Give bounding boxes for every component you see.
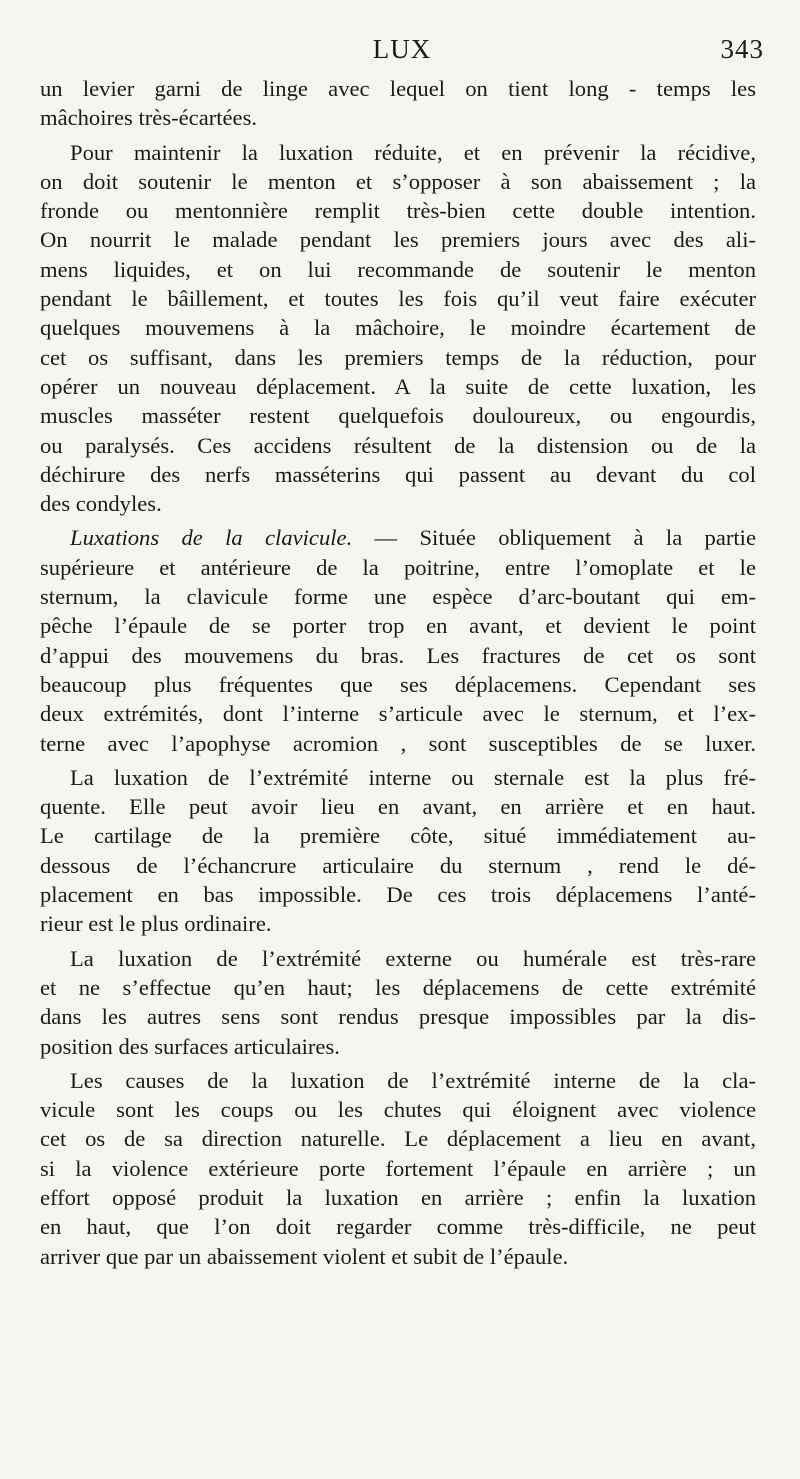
line-text: mens liquides, et on lui recommande de soutenir le menton <box>40 256 756 282</box>
text-line <box>40 611 756 640</box>
text-line <box>40 1124 756 1153</box>
line-text: en haut, que l’on doit regarder comme très-difficile, ne peut <box>40 1214 756 1240</box>
line-text: pêche l’épaule de se porter trop en avant, et devient le point <box>40 613 756 639</box>
line-text: fronde ou mentonnière remplit très-bien cette double intention. <box>40 198 756 224</box>
text-line <box>40 641 756 670</box>
line-text: rieur est le plus ordinaire. <box>40 911 272 937</box>
line-text: on doit soutenir le menton et s’opposer à son abaissement ; la <box>40 168 756 194</box>
text-line <box>40 1212 756 1241</box>
line-text: Pour maintenir la luxation réduite, et en prévenir la récidive, <box>70 139 756 165</box>
text-line <box>40 196 756 225</box>
line-text: La luxation de l’extrémité interne ou sternale est la plus fré- <box>70 764 756 790</box>
text-line <box>40 138 756 167</box>
line-text: arriver que par un abaissement violent et subit de l’épaule. <box>40 1243 569 1269</box>
text-line <box>40 523 756 552</box>
text-line <box>40 851 756 880</box>
text-line <box>40 1066 756 1095</box>
line-text: cet os suffisant, dans les premiers temps de la réduction, pour <box>40 344 756 370</box>
line-text: Les causes de la luxation de l’extrémité interne de la cla- <box>70 1067 756 1093</box>
section-heading: Luxations de la clavicule. <box>70 525 353 551</box>
line-text: sternum, la clavicule forme une espèce d’arc-boutant qui em- <box>40 584 756 610</box>
line-text: effort opposé produit la luxation en arrière ; enfin la luxation <box>40 1184 756 1210</box>
text-line <box>40 1183 756 1212</box>
text-line <box>40 582 756 611</box>
text-line <box>40 74 756 103</box>
line-text: ou paralysés. Ces accidens résultent de la distension ou de la <box>40 432 756 458</box>
text-line <box>40 284 756 313</box>
text-line <box>40 167 756 196</box>
text-line <box>40 489 756 518</box>
text-line <box>40 431 756 460</box>
line-text: mâchoires très-écartées. <box>40 105 258 131</box>
page-header <box>40 34 764 74</box>
line-text: déchirure des nerfs masséterins qui passent au devant du col <box>40 461 756 487</box>
text-line <box>40 973 756 1002</box>
text-line <box>40 729 756 758</box>
text-line <box>40 1002 756 1031</box>
line-text: terne avec l’apophyse acromion , sont susceptibles de se luxer. <box>40 730 756 756</box>
text-line <box>40 553 756 582</box>
line-text: dans les autres sens sont rendus presque impossibles par la dis- <box>40 1004 756 1030</box>
line-text: position des surfaces articulaires. <box>40 1033 340 1059</box>
text-line <box>40 880 756 909</box>
line-text: des condyles. <box>40 491 162 517</box>
text-line <box>40 909 756 938</box>
text-line <box>40 103 756 132</box>
text-line <box>40 763 756 792</box>
text-line <box>40 255 756 284</box>
text-line <box>40 1242 756 1271</box>
text-line <box>40 313 756 342</box>
page-number: 343 <box>720 34 764 64</box>
body-text <box>40 74 756 1271</box>
line-text: cet os de sa direction naturelle. Le déplacement a lieu en avant, <box>40 1126 756 1152</box>
text-line <box>40 944 756 973</box>
line-text: vicule sont les coups ou les chutes qui éloignent avec violence <box>40 1097 756 1123</box>
line-text: pendant le bâillement, et toutes les fois qu’il veut faire exécuter <box>40 286 756 312</box>
line-text: muscles masséter restent quelquefois douloureux, ou engourdis, <box>40 403 756 429</box>
text-line <box>40 1032 756 1061</box>
line-text: placement en bas impossible. De ces trois déplacemens l’anté- <box>40 882 756 908</box>
text-line <box>40 699 756 728</box>
text-line <box>40 401 756 430</box>
line-text: — Située obliquement à la partie <box>352 525 756 551</box>
line-text: d’appui des mouvemens du bras. Les fractures de cet os sont <box>40 642 756 668</box>
line-text: La luxation de l’extrémité externe ou humérale est très-rare <box>70 945 756 971</box>
text-line <box>40 821 756 850</box>
text-line <box>40 1095 756 1124</box>
line-text: quelques mouvemens à la mâchoire, le moindre écartement de <box>40 315 756 341</box>
line-text: un levier garni de linge avec lequel on tient long - temps les <box>40 76 756 101</box>
text-line <box>40 670 756 699</box>
line-text: dessous de l’échancrure articulaire du sternum , rend le dé- <box>40 852 756 878</box>
line-text: beaucoup plus fréquentes que ses déplacemens. Cependant ses <box>40 671 756 697</box>
line-text: et ne s’effectue qu’en haut; les déplacemens de cette extrémité <box>40 974 756 1000</box>
line-text: On nourrit le malade pendant les premiers jours avec des ali- <box>40 227 756 253</box>
text-line <box>40 1154 756 1183</box>
text-line <box>40 372 756 401</box>
line-text: deux extrémités, dont l’interne s’articule avec le sternum, et l’ex- <box>40 701 756 727</box>
line-text: Le cartilage de la première côte, situé immédiatement au- <box>40 823 756 849</box>
running-title: LUX <box>372 34 432 64</box>
text-line <box>40 460 756 489</box>
line-text: si la violence extérieure porte fortement l’épaule en arrière ; un <box>40 1155 756 1181</box>
text-line <box>40 343 756 372</box>
line-text: quente. Elle peut avoir lieu en avant, en arrière et en haut. <box>40 794 756 820</box>
line-text: opérer un nouveau déplacement. A la suite de cette luxation, les <box>40 373 756 399</box>
line-text: supérieure et antérieure de la poitrine, entre l’omoplate et le <box>40 554 756 580</box>
text-line <box>40 225 756 254</box>
text-line <box>40 792 756 821</box>
